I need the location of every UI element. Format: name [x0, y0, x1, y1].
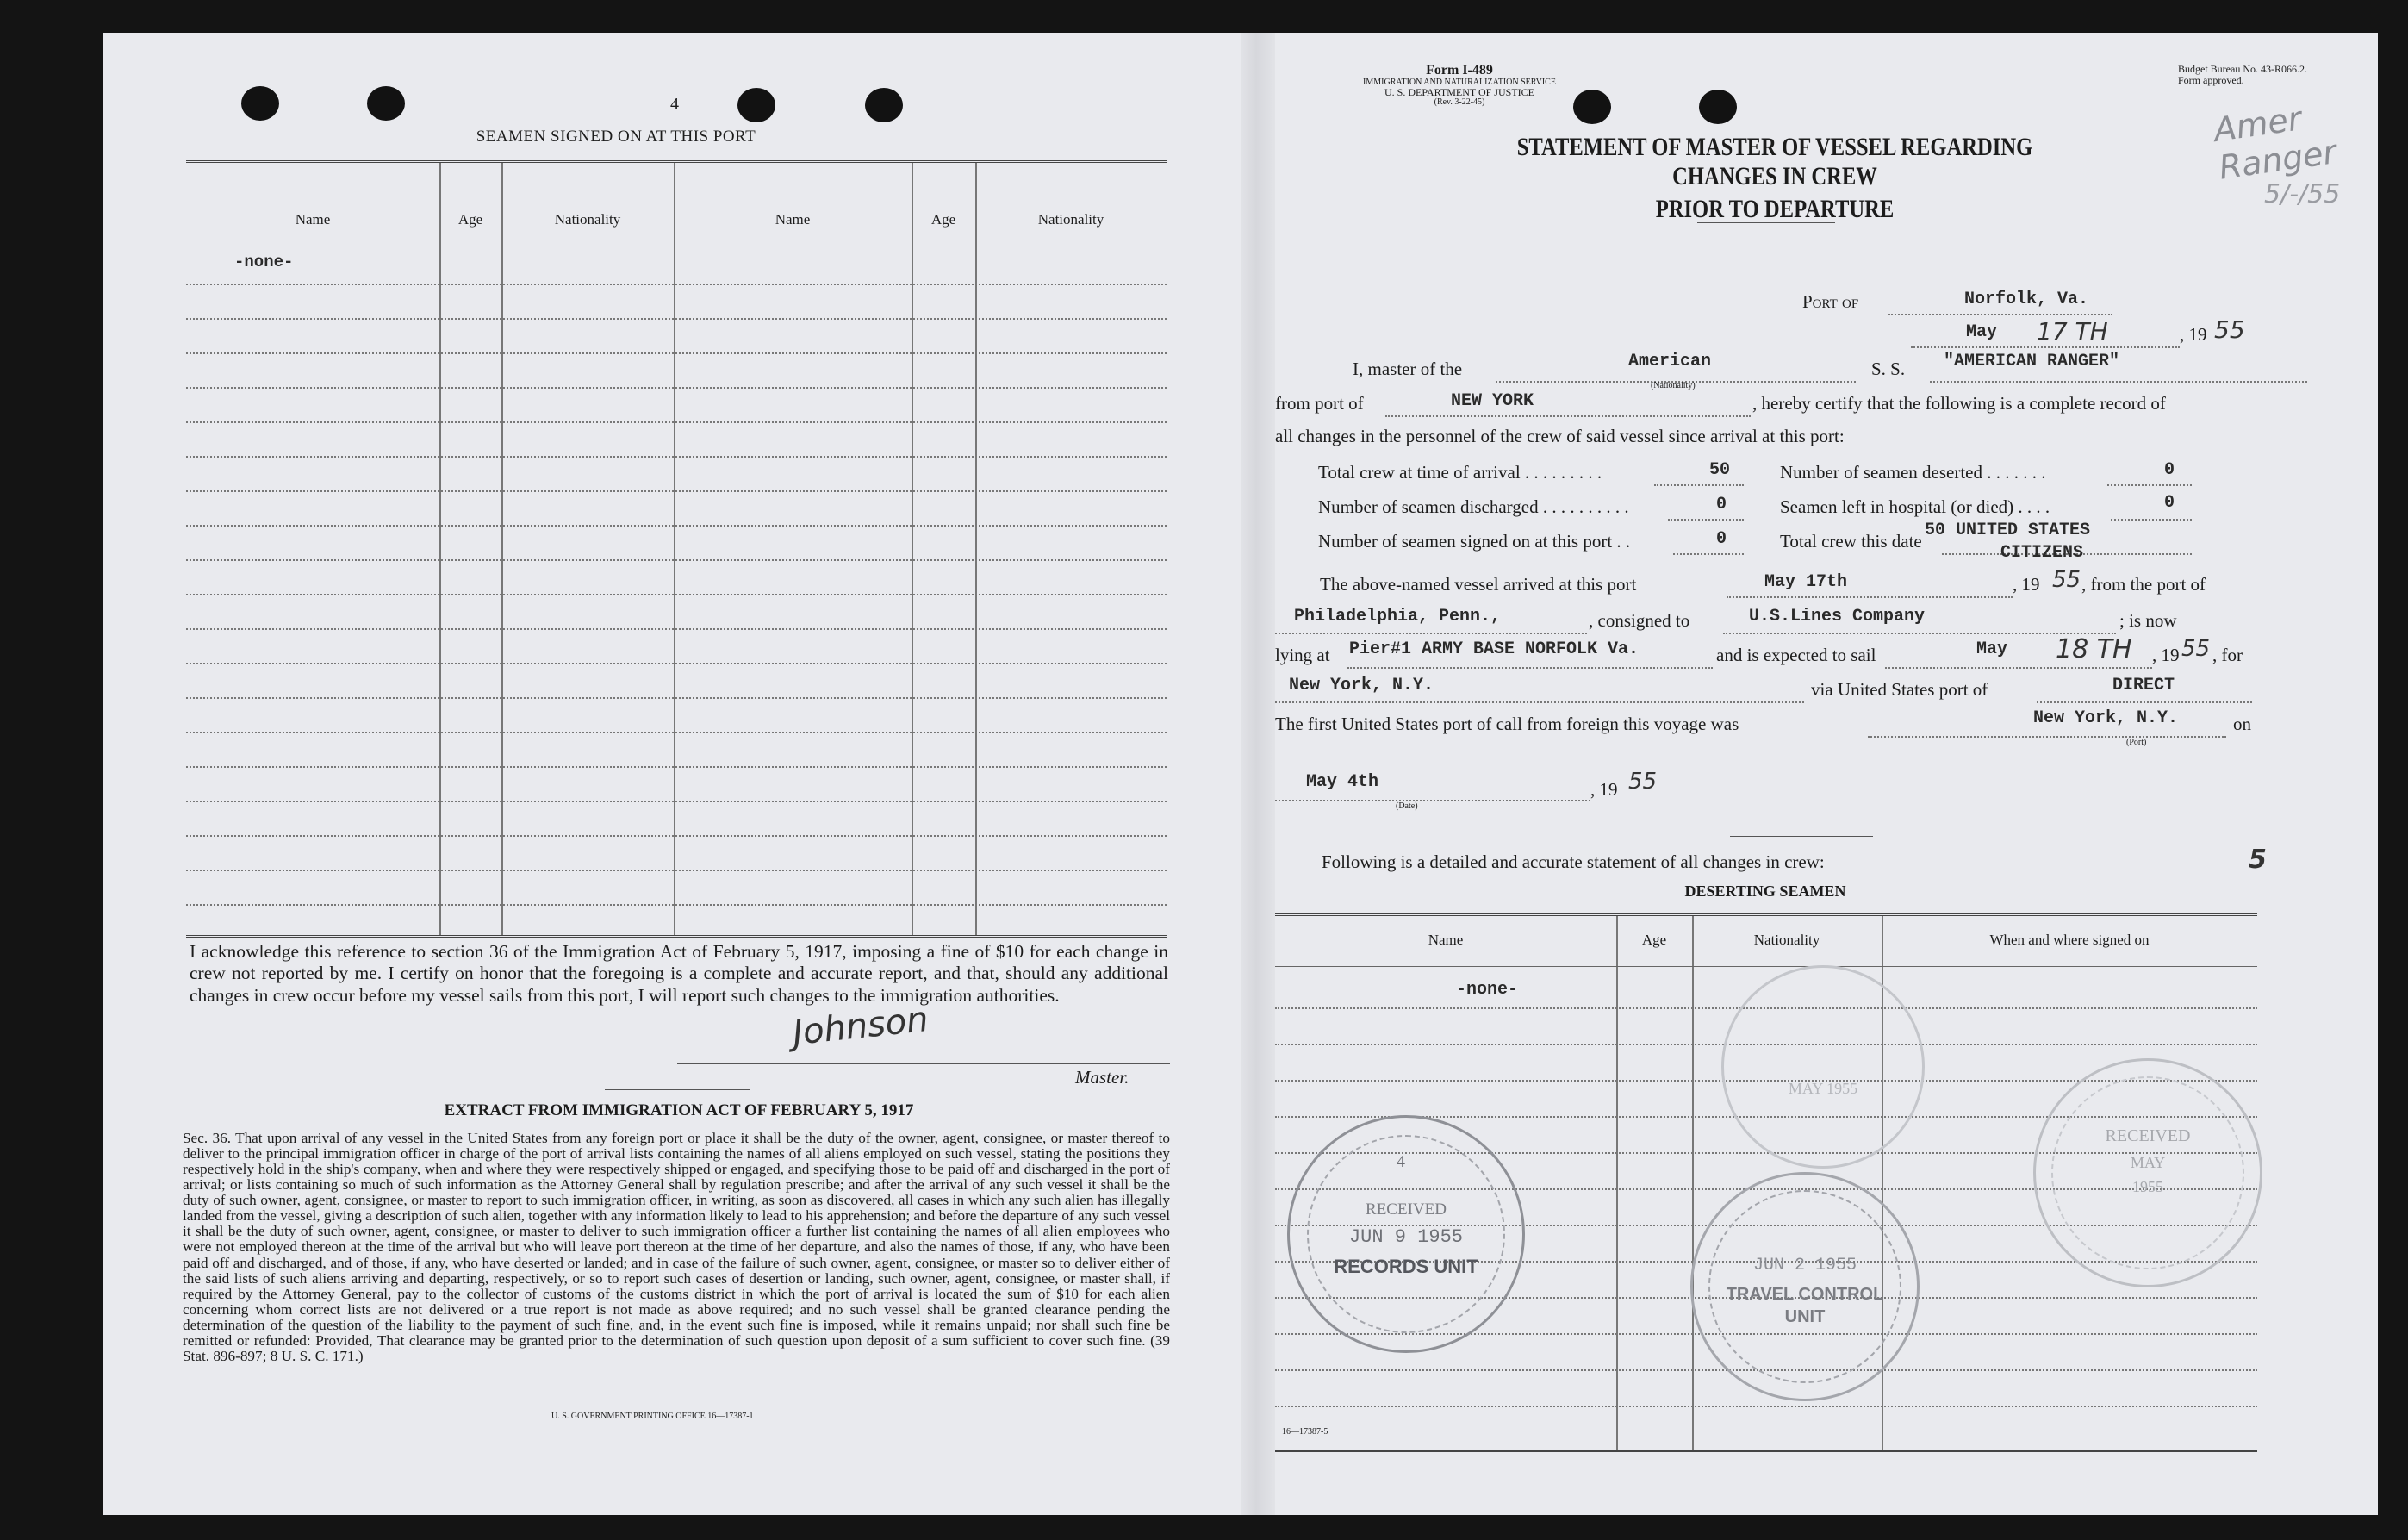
- page-fold: [1241, 33, 1275, 1515]
- total-this-date-value-2: CITIZENS: [2000, 543, 2084, 563]
- discharged-label: Number of seamen discharged . . . . . . . . . .: [1318, 496, 1629, 517]
- column-header: Name: [775, 211, 811, 228]
- stamp-year: 1955: [2132, 1178, 2163, 1195]
- left-page-title: SEAMEN SIGNED ON AT THIS PORT: [476, 128, 756, 146]
- form-number: Form I-489: [1426, 63, 1493, 78]
- extract-text: Sec. 36. That upon arrival of any vessel in the United States from any foreign port or place it shall be the duty of the owner, agent, consignee, or master thereof to deliver to the principal immigration officer in charge of the port of arrival lists containing the names of all aliens employed on such vessel, stating the positions they respectively hold in the ship's company, when and where they were respectively shipped or engaged, and specifying those to be paid off and discharged in the port of arrival; or lists containing so much of such information as the Attorney General shall by regulation prescribe; and after the arrival of any such vessel it shall be the duty of such owner, agent, consignee, or master to report to such immigration officer, in writing, as soon as discovered, all cases in which any such alien has illegally landed from the vessel, giving a description of such alien, together with any information likely to lead to his apprehension; and before the departure of any such vessel it shall be the duty of such owner, agent, consignee, or master to deliver to such immigration officer a further list containing the names of all alien employees who were not employed thereon at the time of the arrival but who will leave port thereon at the time of her departure, and also the names of those, if any, who have been paid off and discharged, and of those, if any, who have deserted or landed; and in case of the failure of such owner, agent, consignee, or master so to deliver either of the said lists of such aliens arriving and departing, respectively, or so to report such cases of desertion or landing, such owner, agent, consignee, or master shall, if required by the Attorney General, pay to the collector of customs of the customs district in which the port of arrival is located the sum of $10 for each alien concerning whom correct lists are not delivered or a true report is not made as above required; and no such vessel shall be granted clearance pending the determination of the question of the liability to the payment of such fine, and, in the event such fine is imposed, while it remains unpaid; nor shall such fine be remitted or refunded: Provided, That clearance may be granted prior to the determination of such question upon deposit of a sum sufficient to cover such fine. (39 Stat. 896-897; 8 U. S. C. 171.): [183, 1130, 1170, 1364]
- table-entry: -none-: [234, 253, 294, 271]
- ship-name: "AMERICAN RANGER": [1944, 352, 2120, 371]
- form-approved: Form approved.: [2178, 74, 2244, 87]
- column-header: Name: [295, 211, 331, 228]
- total-this-date-label: Total crew this date: [1780, 531, 1922, 552]
- signature-line: [677, 1063, 1170, 1064]
- printer-line: U. S. GOVERNMENT PRINTING OFFICE 16—17387-1: [551, 1412, 754, 1421]
- stamp-received: RECEIVED: [1366, 1200, 1447, 1219]
- certify-text: , hereby certify that the following is a complete record of: [1752, 393, 2166, 414]
- expected-label: and is expected to sail: [1716, 645, 1876, 665]
- agency-line: (Rev. 3-22-45): [1434, 97, 1485, 107]
- column-header: Nationality: [1037, 211, 1104, 228]
- total-crew-label: Total crew at time of arrival . . . . . . . . .: [1318, 462, 1602, 483]
- stamp-date: MAY 1955: [1788, 1080, 1858, 1097]
- master-label: Master.: [1075, 1067, 1129, 1088]
- certify-text-2: all changes in the personnel of the crew of said vessel since arrival at this port:: [1275, 426, 1845, 446]
- for-label: , for: [2212, 645, 2243, 665]
- arrived-from: Philadelphia, Penn.,: [1294, 607, 1502, 627]
- lying-at-label: lying at: [1275, 645, 1330, 665]
- consigned-to-label: , consigned to: [1589, 610, 1690, 631]
- handwritten-note: Amer Ranger: [2211, 99, 2339, 187]
- via-label: via United States port of: [1811, 679, 1988, 700]
- hospital-label: Seamen left in hospital (or died) . . . .: [1780, 496, 2050, 517]
- master-of-the-label: I, master of the: [1353, 359, 1463, 379]
- printer-line: 16—17387-5: [1282, 1427, 1328, 1437]
- from-port-label: from port of: [1275, 393, 1364, 414]
- lying-at-value: Pier#1 ARMY BASE NORFOLK Va.: [1349, 639, 1640, 659]
- faint-stamp: [1721, 965, 1925, 1169]
- date-caption: (Date): [1396, 801, 1418, 811]
- extract-title: EXTRACT FROM IMMIGRATION ACT OF FEBRUARY 5, 1917: [444, 1101, 914, 1119]
- date-day: 17 TH: [2037, 317, 2108, 346]
- stamp-unit: TRAVEL CONTROL: [1726, 1285, 1884, 1304]
- from-the-port-of: , from the port of: [2081, 574, 2206, 595]
- sail-month: May: [1976, 639, 2008, 659]
- on-label: on: [2233, 714, 2251, 734]
- first-port-text: The first United States port of call from foreign this voyage was: [1275, 714, 1739, 734]
- stamp-unit: RECORDS UNIT: [1334, 1256, 1478, 1277]
- total-this-date-value: 50 UNITED STATES: [1925, 521, 2091, 540]
- deserting-title: DESERTING SEAMEN: [1684, 882, 1846, 900]
- following-text: Following is a detailed and accurate statement of all changes in crew:: [1322, 851, 1825, 872]
- sail-day: 18 TH: [2056, 634, 2132, 664]
- sail-year-prefix: , 19: [2152, 645, 2180, 665]
- divider: [1730, 836, 1873, 837]
- signed-on-value: 0: [1716, 529, 1727, 549]
- via-value: DIRECT: [2112, 676, 2175, 695]
- title-line-2: PRIOR TO DEPARTURE: [1655, 195, 1895, 223]
- divider: [1697, 222, 1835, 223]
- port-of-label: Port of: [1802, 291, 1859, 312]
- column-header: Nationality: [1753, 932, 1820, 948]
- divider: [605, 1089, 750, 1090]
- column-header: Age: [457, 211, 483, 228]
- title-line-1: STATEMENT OF MASTER OF VESSEL REGARDING CHANGES IN CREW: [1516, 133, 2033, 190]
- date-month: May: [1966, 322, 1998, 342]
- arrived-text: The above-named vessel arrived at this port: [1320, 574, 1637, 595]
- year-prefix: , 19: [2180, 324, 2207, 345]
- is-now: ; is now: [2119, 610, 2177, 631]
- stamp-month: MAY: [2130, 1154, 2166, 1171]
- signed-on-label: Number of seamen signed on at this port . .: [1318, 531, 1631, 552]
- agency-line: IMMIGRATION AND NATURALIZATION SERVICE: [1363, 77, 1556, 87]
- stamp-number: 4: [1397, 1152, 1405, 1171]
- port-of-value: Norfolk, Va.: [1964, 290, 2089, 309]
- arrived-date: May 17th: [1764, 572, 1848, 592]
- column-header: When and where signed on: [1989, 932, 2150, 948]
- deserted-value: 0: [2164, 460, 2175, 480]
- nationality-value: American: [1628, 352, 1712, 371]
- sail-year: 55: [2181, 636, 2211, 662]
- nationality-caption: (Nationality): [1651, 381, 1696, 390]
- column-header: Nationality: [554, 211, 621, 228]
- total-crew-value: 50: [1709, 460, 1731, 480]
- received-records-unit-stamp: [1287, 1115, 1525, 1353]
- column-header: Age: [1641, 932, 1667, 948]
- stamp-unit-2: UNIT: [1784, 1307, 1826, 1326]
- first-year-prefix: , 19: [1590, 779, 1618, 800]
- acknowledgement-text: I acknowledge this reference to section 36 of the Immigration Act of February 5, 1917, imposing a fine of $10 for each change in crew not reported by me. I certify on honor that the foregoing is a complete and accurate report, and that, should any additional changes in crew occur before my vessel sails from this port, I will report such changes to the immigration authorities.: [190, 941, 1168, 1006]
- column-header: Name: [1428, 932, 1464, 948]
- arrived-year: 55: [2052, 567, 2081, 593]
- travel-control-stamp: [1690, 1172, 1920, 1401]
- left-page: [103, 33, 1241, 1515]
- form-title: [1404, 133, 2145, 224]
- document-sheet: [103, 33, 2378, 1515]
- stamp-date: JUN 9 1955: [1348, 1226, 1464, 1248]
- hospital-value: 0: [2164, 493, 2175, 513]
- handwritten-date: 5/-/55: [2264, 179, 2341, 209]
- stamp-received: RECEIVED: [2105, 1126, 2191, 1145]
- form-header: [1313, 64, 1606, 107]
- from-port-value: NEW YORK: [1451, 391, 1534, 411]
- consignee: U.S.Lines Company: [1749, 607, 1926, 627]
- deserted-label: Number of seamen deserted . . . . . . .: [1780, 462, 2046, 483]
- ss-label: S. S.: [1871, 359, 1906, 379]
- first-date: May 4th: [1306, 772, 1379, 792]
- table-entry: -none-: [1456, 980, 1519, 1000]
- right-page: [1275, 33, 2378, 1515]
- budget-info: [2178, 64, 2307, 86]
- seamen-signed-on-table: [186, 160, 1167, 938]
- stamp-date: JUN 2 1955: [1752, 1256, 1857, 1275]
- page-number: 4: [670, 95, 679, 114]
- master-signature: Johnson: [791, 999, 930, 1054]
- agency-line: U. S. DEPARTMENT OF JUSTICE: [1384, 86, 1534, 99]
- destination: New York, N.Y.: [1289, 676, 1434, 695]
- page-mark: 5: [2249, 845, 2267, 875]
- received-stamp-right: [2033, 1058, 2262, 1287]
- first-port-value: New York, N.Y.: [2033, 708, 2179, 728]
- port-caption: (Port): [2126, 738, 2147, 747]
- budget-number: Budget Bureau No. 43-R066.2.: [2178, 63, 2307, 75]
- arrived-year-prefix: , 19: [2013, 574, 2040, 595]
- discharged-value: 0: [1716, 495, 1727, 514]
- first-year: 55: [1628, 769, 1658, 795]
- column-header: Age: [930, 211, 956, 228]
- date-year: 55: [2214, 315, 2245, 344]
